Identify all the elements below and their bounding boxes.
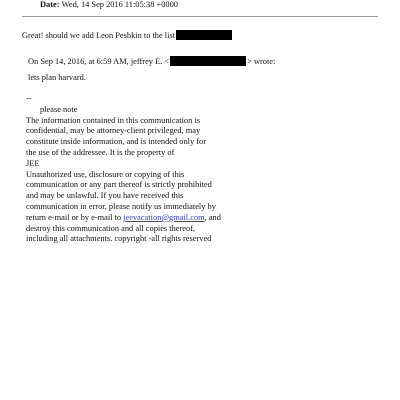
date-value: Wed, 14 Sep 2016 11:05:38 +0000	[61, 0, 178, 9]
signature-line: JEE	[26, 158, 40, 168]
return-suffix: , and	[204, 212, 221, 222]
signature-line: The information contained in this communication is	[26, 115, 200, 125]
redaction-block	[170, 56, 246, 66]
signature-line: including all attachments. copyright -all rights reserved	[26, 234, 212, 244]
signature-note: please note	[40, 104, 78, 114]
reply-text: Great! should we add Leon Peshkin to the list	[22, 31, 176, 40]
signature-dash: --	[26, 94, 32, 103]
quote-attribution	[28, 56, 275, 67]
signature-line: destroy this communication and all copies thereof,	[26, 223, 196, 233]
signature-line: communication in error, please notify us immediately by	[26, 201, 216, 211]
quoted-message: lets plan harvard.	[28, 73, 86, 82]
signature-line: communication or any part thereof is strictly prohibited	[26, 180, 212, 190]
attribution-end: > wrote:	[247, 57, 276, 66]
signature-return-line	[26, 213, 221, 224]
signature-line: confidential, may be attorney-client privileged, may	[26, 126, 201, 136]
redaction-block	[176, 30, 232, 40]
return-prefix: return e-mail or by e-mail to	[26, 212, 124, 222]
signature-line: constitute inside information, and is intended only for	[26, 137, 207, 147]
email-link[interactable]: jeevacation@gmail.com	[123, 212, 205, 222]
reply-message	[22, 30, 232, 41]
signature-block	[26, 94, 221, 245]
signature-line: and may be unlawful. If you have received this	[26, 191, 184, 201]
date-label: Date:	[40, 0, 60, 9]
signature-line: Unauthorized use, disclosure or copying of this	[26, 169, 185, 179]
header-divider	[22, 16, 378, 17]
signature-line: the use of the addressee. It is the property of	[26, 147, 175, 157]
attribution-start: On Sep 14, 2016, at 6:59 AM, jeffrey E. <	[28, 57, 170, 66]
date-header	[40, 0, 178, 10]
